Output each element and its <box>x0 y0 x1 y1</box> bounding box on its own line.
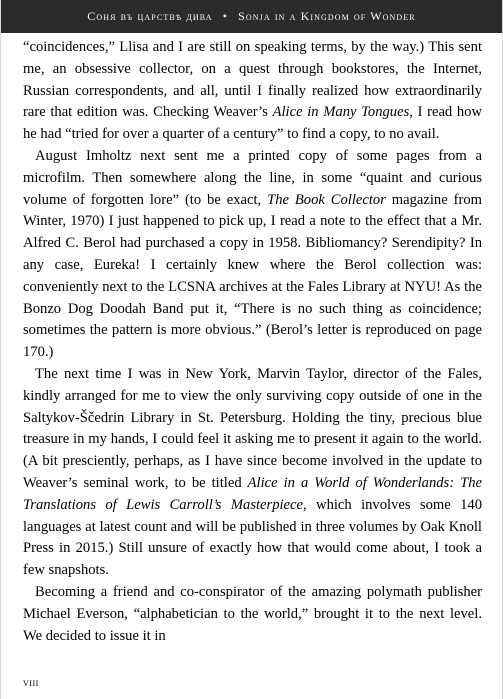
book-title: Alice in a World of Wonderlands: The Translations of Lewis Carroll’s Masterpiece <box>23 474 482 513</box>
paragraph <box>23 146 482 364</box>
running-head <box>1 0 502 33</box>
text-run: Becoming a friend and co-conspirator of the amazing polymath publisher Michael Everson, “alphabetician to the world,” brought it to the next level. We decided to issue it in <box>23 583 482 644</box>
paragraph <box>23 582 482 647</box>
body-text <box>23 37 482 647</box>
running-head-english-title: Sonja in a Kingdom of Wonder <box>238 9 416 23</box>
paragraph <box>23 37 482 146</box>
text-run: “coincidences,” Llisa and I are still on speaking terms, by the way.) This sent me, an obsessive collector, on a quest through bookstores, the Internet, Russian correspondents, and all, until I finally realized how extraordinarily rare that edition was. Checking Weaver’s <box>23 39 482 121</box>
book-title: The Book Collector <box>267 191 386 208</box>
running-head-separator: • <box>222 9 229 23</box>
page-number: viii <box>23 675 39 689</box>
text-run: magazine from Winter, 1970) I just happened to pick up, I read a note to the effect that a Mr. Alfred C. Berol had purchased a copy in 1958. Bibliomancy? Serendipity? In any case, Eureka! I certainly knew where the Berol collection was: conveniently next to the LCSNA archives at the Fales Library at NYU! As the Bonzo Dog Doodah Band put it, “There is no such thing as coincidence; sometimes the pattern is more obvious.” (Berol’s letter is reproduced on page 170.) <box>23 191 482 361</box>
running-head-russian-title: Соня въ царствѣ дива <box>87 9 213 23</box>
text-run: August Imholtz next sent me a printed copy of some pages from a microfilm. Then somewhere along the line, in some “quaint and curious volume of forgotten lore” (to be exact, <box>23 147 482 208</box>
text-run: , I read how he had “tried for over a quarter of a century” to find a copy, to no avail. <box>23 104 483 143</box>
book-title: Alice in Many Tongues <box>272 104 410 121</box>
text-run: , which involves some 140 languages at latest count and will be published in three volumes by Oak Knoll Press in 2015.) Still unsure of exactly how that would come about, I took a few snapshots. <box>23 496 483 579</box>
text-run: The next time I was in New York, Marvin Taylor, director of the Fales, kindly arranged for me to view the only surviving copy outside of one in the Saltykov-Ščedrin Library in St. Petersburg. Holding the tiny, precious blue treasure in my hands, I could feel it asking me to present it again to the world. (A bit presciently, perhaps, as I have since become involved in the update to Weaver’s seminal work, to be titled <box>23 365 482 491</box>
paragraph <box>23 364 482 582</box>
